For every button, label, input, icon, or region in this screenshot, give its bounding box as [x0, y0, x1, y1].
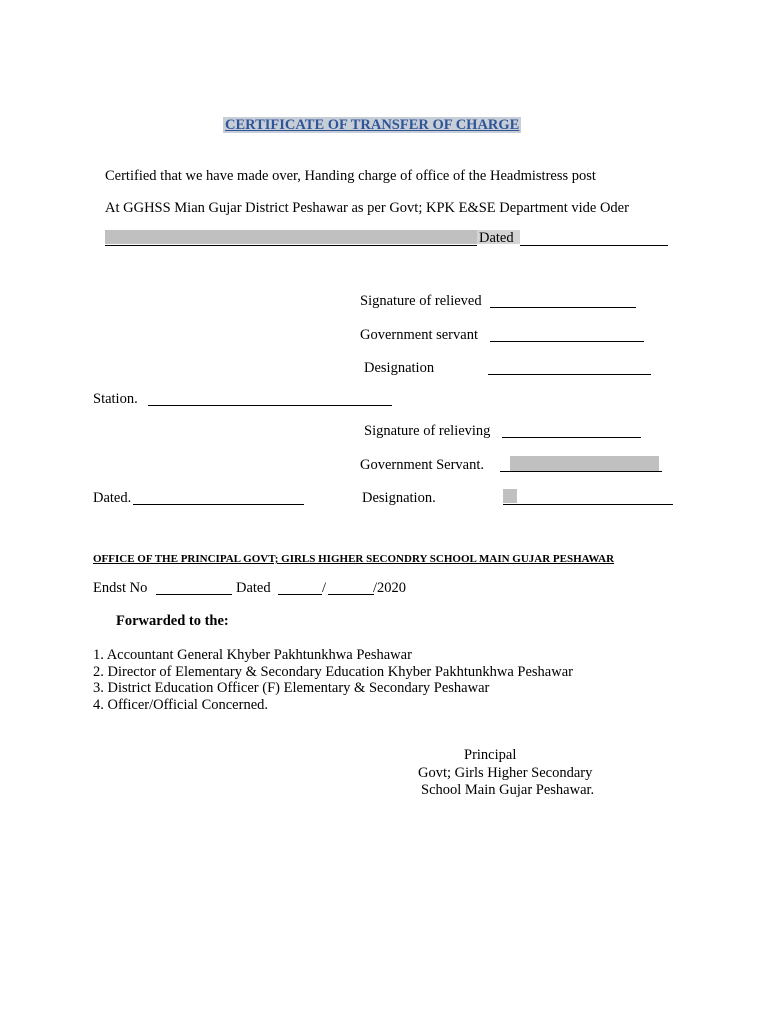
designation-relieving-label: Designation. — [362, 490, 436, 506]
endst-number-blank — [156, 594, 232, 595]
station-blank — [148, 405, 392, 406]
recipient-item: 1. Accountant General Khyber Pakhtunkhwa Peshawar — [93, 647, 412, 663]
designation-relieving-blank — [503, 504, 673, 505]
designation-relieved-blank — [488, 374, 651, 375]
designation-relieved-label: Designation — [364, 360, 435, 376]
dated-blank — [133, 504, 304, 505]
order-dated-blank — [520, 245, 668, 246]
signatory-line-2: Govt; Girls Higher Secondary — [418, 765, 593, 781]
endst-slash: / — [322, 580, 327, 596]
signature-relieved-label: Signature of relieved — [360, 293, 482, 309]
dated-label: Dated. — [93, 490, 132, 506]
recipient-item: 3. District Education Officer (F) Elementary & Secondary Peshawar — [93, 680, 490, 696]
signature-relieving-label: Signature of relieving — [364, 423, 491, 439]
endst-day-blank — [278, 594, 322, 595]
signatory-title: Principal — [464, 747, 517, 763]
signature-relieving-blank — [502, 437, 641, 438]
recipient-item: 2. Director of Elementary & Secondary Education Khyber Pakhtunkhwa Peshawar — [93, 664, 573, 680]
certification-line-2: At GGHSS Mian Gujar District Peshawar as per Govt; KPK E&SE Department vide Oder — [105, 200, 629, 216]
order-number-blank — [105, 245, 477, 246]
station-label: Station. — [93, 391, 138, 407]
signature-relieved-blank — [490, 307, 636, 308]
endst-month-blank — [328, 594, 374, 595]
endst-dated-label: Dated — [236, 580, 271, 596]
certification-line-1: Certified that we have made over, Handing charge of office of the Headmistress post — [105, 168, 596, 184]
servant-relieved-label: Government servant — [360, 327, 478, 343]
certificate-title: CERTIFICATE OF TRANSFER OF CHARGE — [225, 117, 520, 133]
order-dated-label: Dated — [479, 230, 514, 246]
servant-relieving-label: Government Servant. — [360, 457, 485, 473]
endst-label: Endst No — [93, 580, 148, 596]
servant-relieved-blank — [490, 341, 644, 342]
servant-relieving-highlight — [510, 456, 659, 471]
forwarded-label: Forwarded to the: — [116, 613, 229, 629]
servant-relieving-blank — [500, 471, 662, 472]
designation-relieving-highlight — [503, 489, 517, 503]
signatory-line-3: School Main Gujar Peshawar. — [421, 782, 595, 798]
recipient-item: 4. Officer/Official Concerned. — [93, 697, 269, 713]
order-number-highlight — [105, 230, 477, 244]
office-heading: OFFICE OF THE PRINCIPAL GOVT; GIRLS HIGHER SECONDRY SCHOOL MAIN GUJAR PESHAWAR — [93, 553, 615, 565]
endst-year: /2020 — [373, 580, 407, 596]
